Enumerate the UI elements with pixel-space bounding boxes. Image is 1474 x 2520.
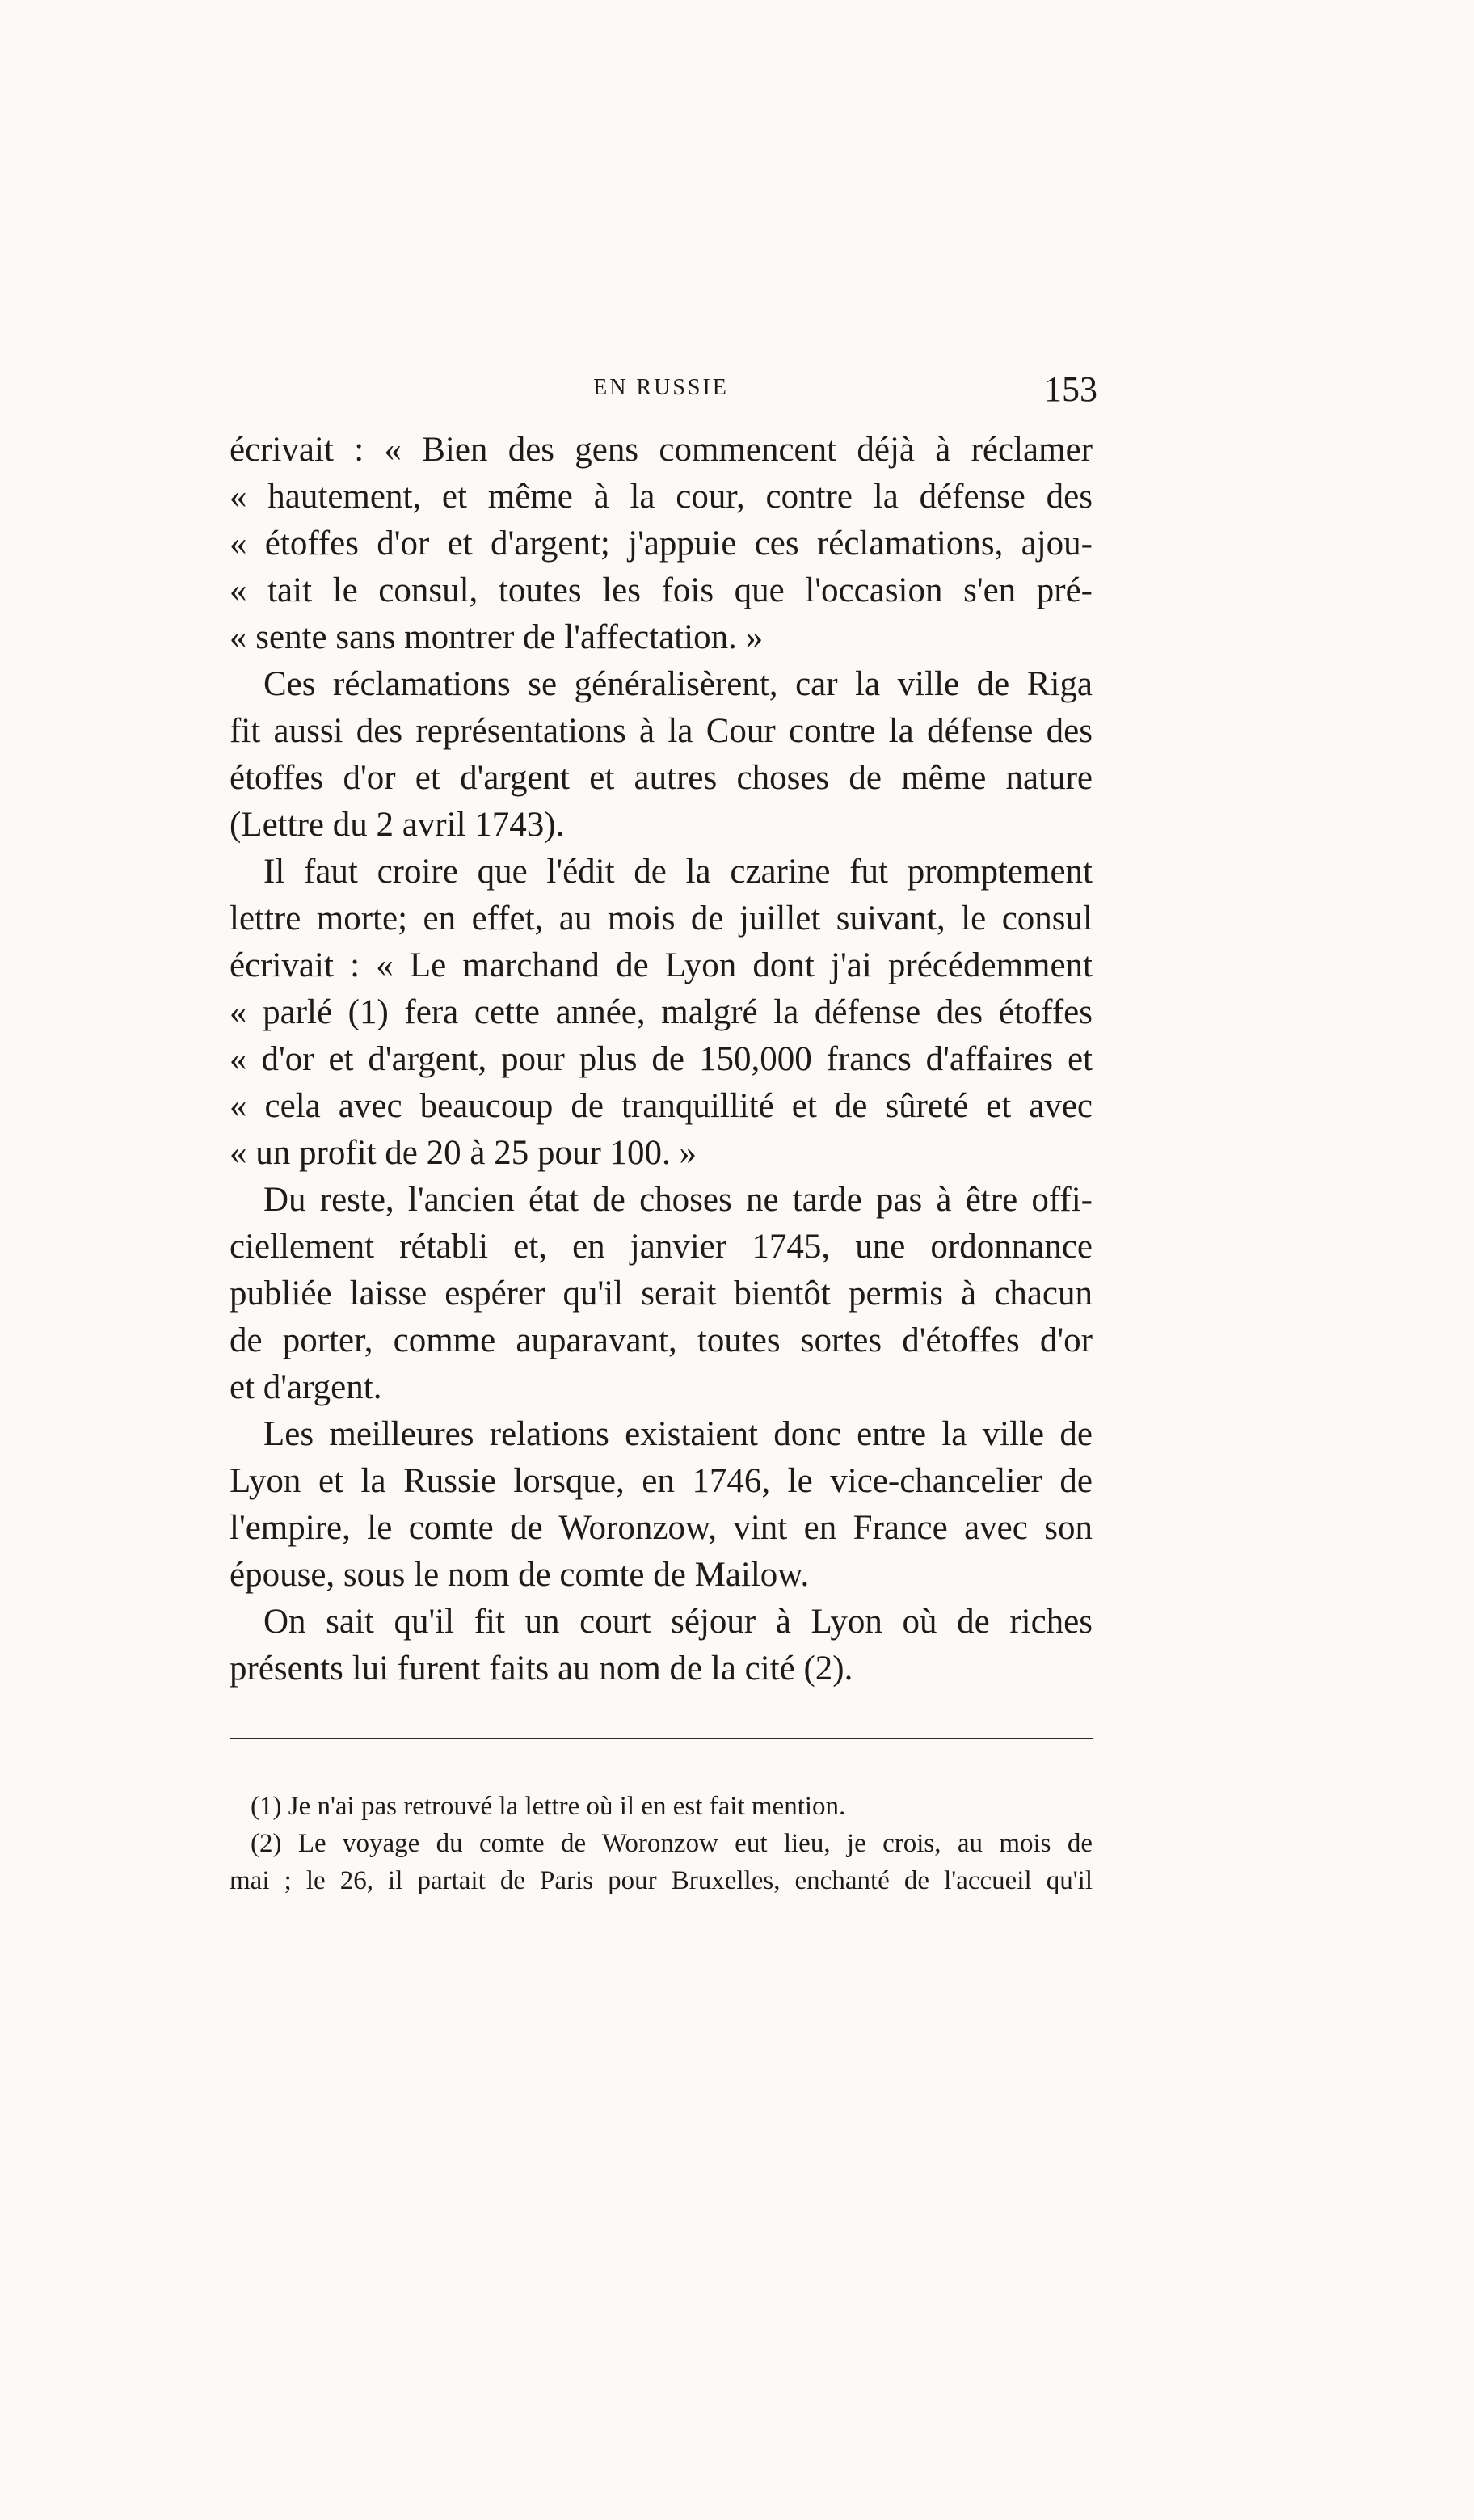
- footnote-line: (2) Le voyage du comte de Woronzow eut lieu, je crois, au mois de: [251, 1829, 1093, 1858]
- running-header: [225, 369, 1097, 417]
- main-text: [230, 427, 1093, 1692]
- text-line: Ces réclamations se généralisèrent, car la ville de Riga: [263, 665, 1093, 703]
- footnotes: [230, 1788, 1093, 1899]
- text-line: On sait qu'il fit un court séjour à Lyon où de riches: [263, 1603, 1093, 1641]
- page-number: 153: [1044, 369, 1097, 409]
- footnote-separator: [230, 1738, 1093, 1739]
- text-line: Les meilleures relations existaient donc entre la ville de: [263, 1415, 1093, 1453]
- text-line: l'empire, le comte de Woronzow, vint en France avec son: [230, 1509, 1093, 1547]
- text-line: (Lettre du 2 avril 1743).: [230, 806, 565, 844]
- text-line: Il faut croire que l'édit de la czarine fut promptement: [263, 853, 1093, 891]
- text-line: de porter, comme auparavant, toutes sortes d'étoffes d'or: [230, 1321, 1093, 1359]
- footnote-line: (1) Je n'ai pas retrouvé la lettre où il en est fait mention.: [251, 1792, 846, 1821]
- text-line: et d'argent.: [230, 1368, 382, 1406]
- text-line: Du reste, l'ancien état de choses ne tarde pas à être offi-: [263, 1181, 1093, 1219]
- text-line: « cela avec beaucoup de tranquillité et de sûreté et avec: [230, 1087, 1093, 1125]
- text-line: épouse, sous le nom de comte de Mailow.: [230, 1556, 810, 1594]
- text-line: écrivait : « Bien des gens commencent déjà à réclamer: [230, 431, 1093, 469]
- text-line: « sente sans montrer de l'affectation. »: [230, 618, 764, 656]
- text-line: « étoffes d'or et d'argent; j'appuie ces réclamations, ajou-: [230, 525, 1093, 563]
- running-title: EN RUSSIE: [593, 375, 729, 400]
- text-line: Lyon et la Russie lorsque, en 1746, le vice-chancelier de: [230, 1462, 1093, 1500]
- text-line: « hautement, et même à la cour, contre la défense des: [230, 478, 1093, 516]
- text-line: « parlé (1) fera cette année, malgré la défense des étoffes: [230, 993, 1093, 1031]
- text-line: « tait le consul, toutes les fois que l'occasion s'en pré-: [230, 571, 1093, 609]
- text-line: étoffes d'or et d'argent et autres choses de même nature: [230, 759, 1093, 797]
- text-line: écrivait : « Le marchand de Lyon dont j'ai précédemment: [230, 946, 1093, 984]
- text-line: « d'or et d'argent, pour plus de 150,000 francs d'affaires et: [230, 1040, 1093, 1078]
- footnote-line: mai ; le 26, il partait de Paris pour Bruxelles, enchanté de l'accueil qu'il: [230, 1866, 1093, 1895]
- text-line: ciellement rétabli et, en janvier 1745, une ordonnance: [230, 1228, 1093, 1266]
- text-line: fit aussi des représentations à la Cour contre la défense des: [230, 712, 1093, 750]
- text-line: « un profit de 20 à 25 pour 100. »: [230, 1134, 697, 1172]
- text-line: lettre morte; en effet, au mois de juillet suivant, le consul: [230, 900, 1093, 938]
- text-line: publiée laisse espérer qu'il serait bientôt permis à chacun: [230, 1275, 1093, 1313]
- text-line: présents lui furent faits au nom de la cité (2).: [230, 1650, 853, 1688]
